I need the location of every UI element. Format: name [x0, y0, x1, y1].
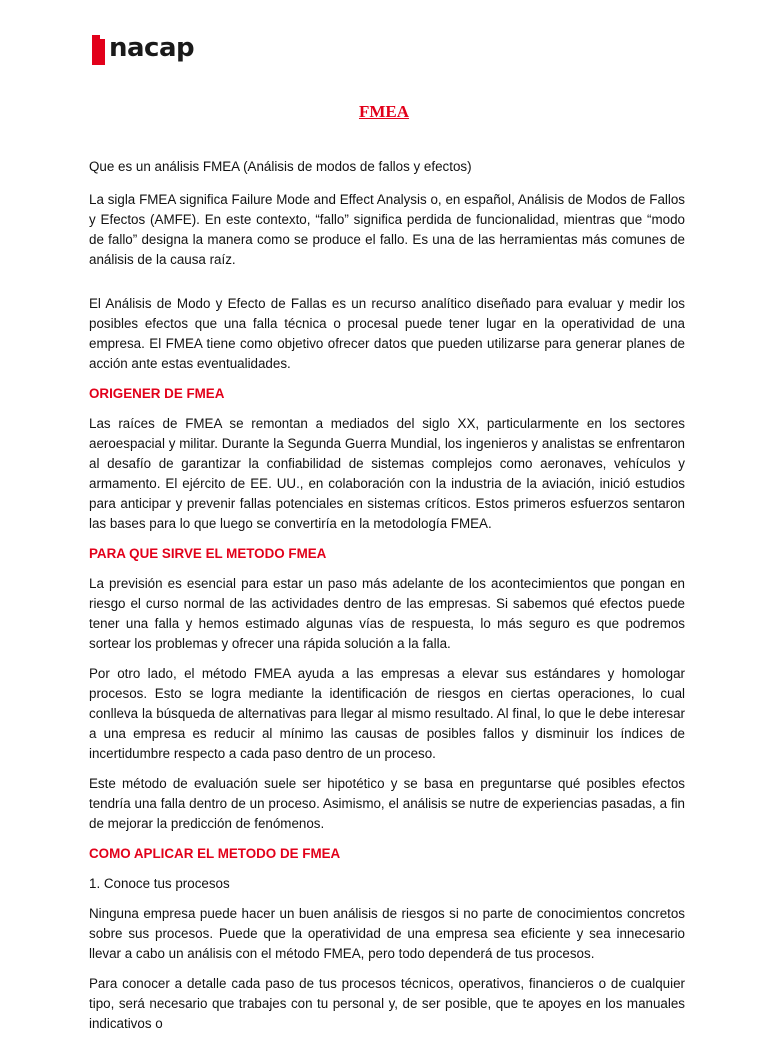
paragraph-conocer-detalle: Para conocer a detalle cada paso de tus procesos técnicos, operativos, financieros o de cualquier tipo, será necesario que trabajes con tu personal y, de ser posible, que te apoyes en los manuales indicativos o — [89, 976, 685, 1031]
heading-origen: ORIGENER DE FMEA — [89, 386, 225, 401]
document-title: FMEA — [358, 102, 410, 121]
heading-como-aplicar: COMO APLICAR EL METODO DE FMEA — [89, 846, 341, 861]
paragraph-analysis: El Análisis de Modo y Efecto de Fallas es un recurso analítico diseñado para evaluar y medir los posibles efectos que una falla técnica o procesal puede tener lugar en la operatividad de una empresa. El FMEA tiene como objetivo ofrecer datos que pueden utilizarse para generar planes de acción ante estas eventualidades. — [89, 296, 685, 371]
paragraph-prevision: La previsión es esencial para estar un paso más adelante de los acontecimientos que pongan en riesgo el curso normal de las actividades dentro de las empresas. Si sabemos qué efectos puede tener una falla y hemos estimado algunas vías de respuesta, lo más seguro es que podremos sortear los problemas y ofrecer una rápida solución a la falla. — [89, 576, 685, 651]
heading-para-que-sirve: PARA QUE SIRVE EL METODO FMEA — [89, 546, 327, 561]
inacap-logo-mark-icon — [92, 33, 108, 63]
spacer — [89, 280, 685, 284]
paragraph-definition: La sigla FMEA significa Failure Mode and Effect Analysis o, en español, Análisis de Modos de Fallos y Efectos (AMFE). En este contexto, “fallo” significa perdida de funcionalidad, mientras que “modo de fallo” designa la manera como se produce el fallo. Es una de las herramientas más comunes de análisis de la causa raíz. — [89, 192, 685, 267]
paragraph-ninguna-empresa: Ninguna empresa puede hacer un buen análisis de riesgos si no parte de conocimientos concretos sobre sus procesos. Puede que la operatividad de una empresa sea eficiente y sea innecesario llevar a cabo un análisis con el método FMEA, pero todo dependerá de tus procesos. — [89, 906, 685, 961]
logo-text: nacap — [109, 33, 195, 63]
step-conoce-procesos: 1. Conoce tus procesos — [89, 876, 230, 891]
paragraph-evaluacion: Este método de evaluación suele ser hipotético y se basa en preguntarse qué posibles efectos tendría una falla dentro de un proceso. Asimismo, el análisis se nutre de experiencias pasadas, a fin de mejorar la predicción de fenómenos. — [89, 776, 685, 831]
document-body — [89, 157, 685, 1044]
inacap-logo — [92, 28, 194, 68]
intro-line: Que es un análisis FMEA (Análisis de modos de fallos y efectos) — [89, 159, 472, 174]
paragraph-otro-lado: Por otro lado, el método FMEA ayuda a las empresas a elevar sus estándares y homologar procesos. Esto se logra mediante la identificación de riesgos en ciertas operaciones, lo cual conlleva la búsqueda de alternativas para llegar al mismo resultado. Al final, lo que le debe interesar a una empresa es reducir al mínimo las causas de posibles fallos y disminuir los índices de incertidumbre respecto a cada paso dentro de un proceso. — [89, 666, 685, 761]
paragraph-origen: Las raíces de FMEA se remontan a mediados del siglo XX, particularmente en los sectores aeroespacial y militar. Durante la Segunda Guerra Mundial, los ingenieros y analistas se enfrentaron al desafío de garantizar la confiabilidad de sistemas complejos como aeronaves, vehículos y armamento. El ejército de EE. UU., en colaboración con la industria de la aviación, inició estudios para anticipar y prevenir fallas potenciales en sistemas críticos. Estos primeros esfuerzos sentaron las bases para lo que luego se convertiría en la metodología FMEA. — [89, 416, 685, 531]
